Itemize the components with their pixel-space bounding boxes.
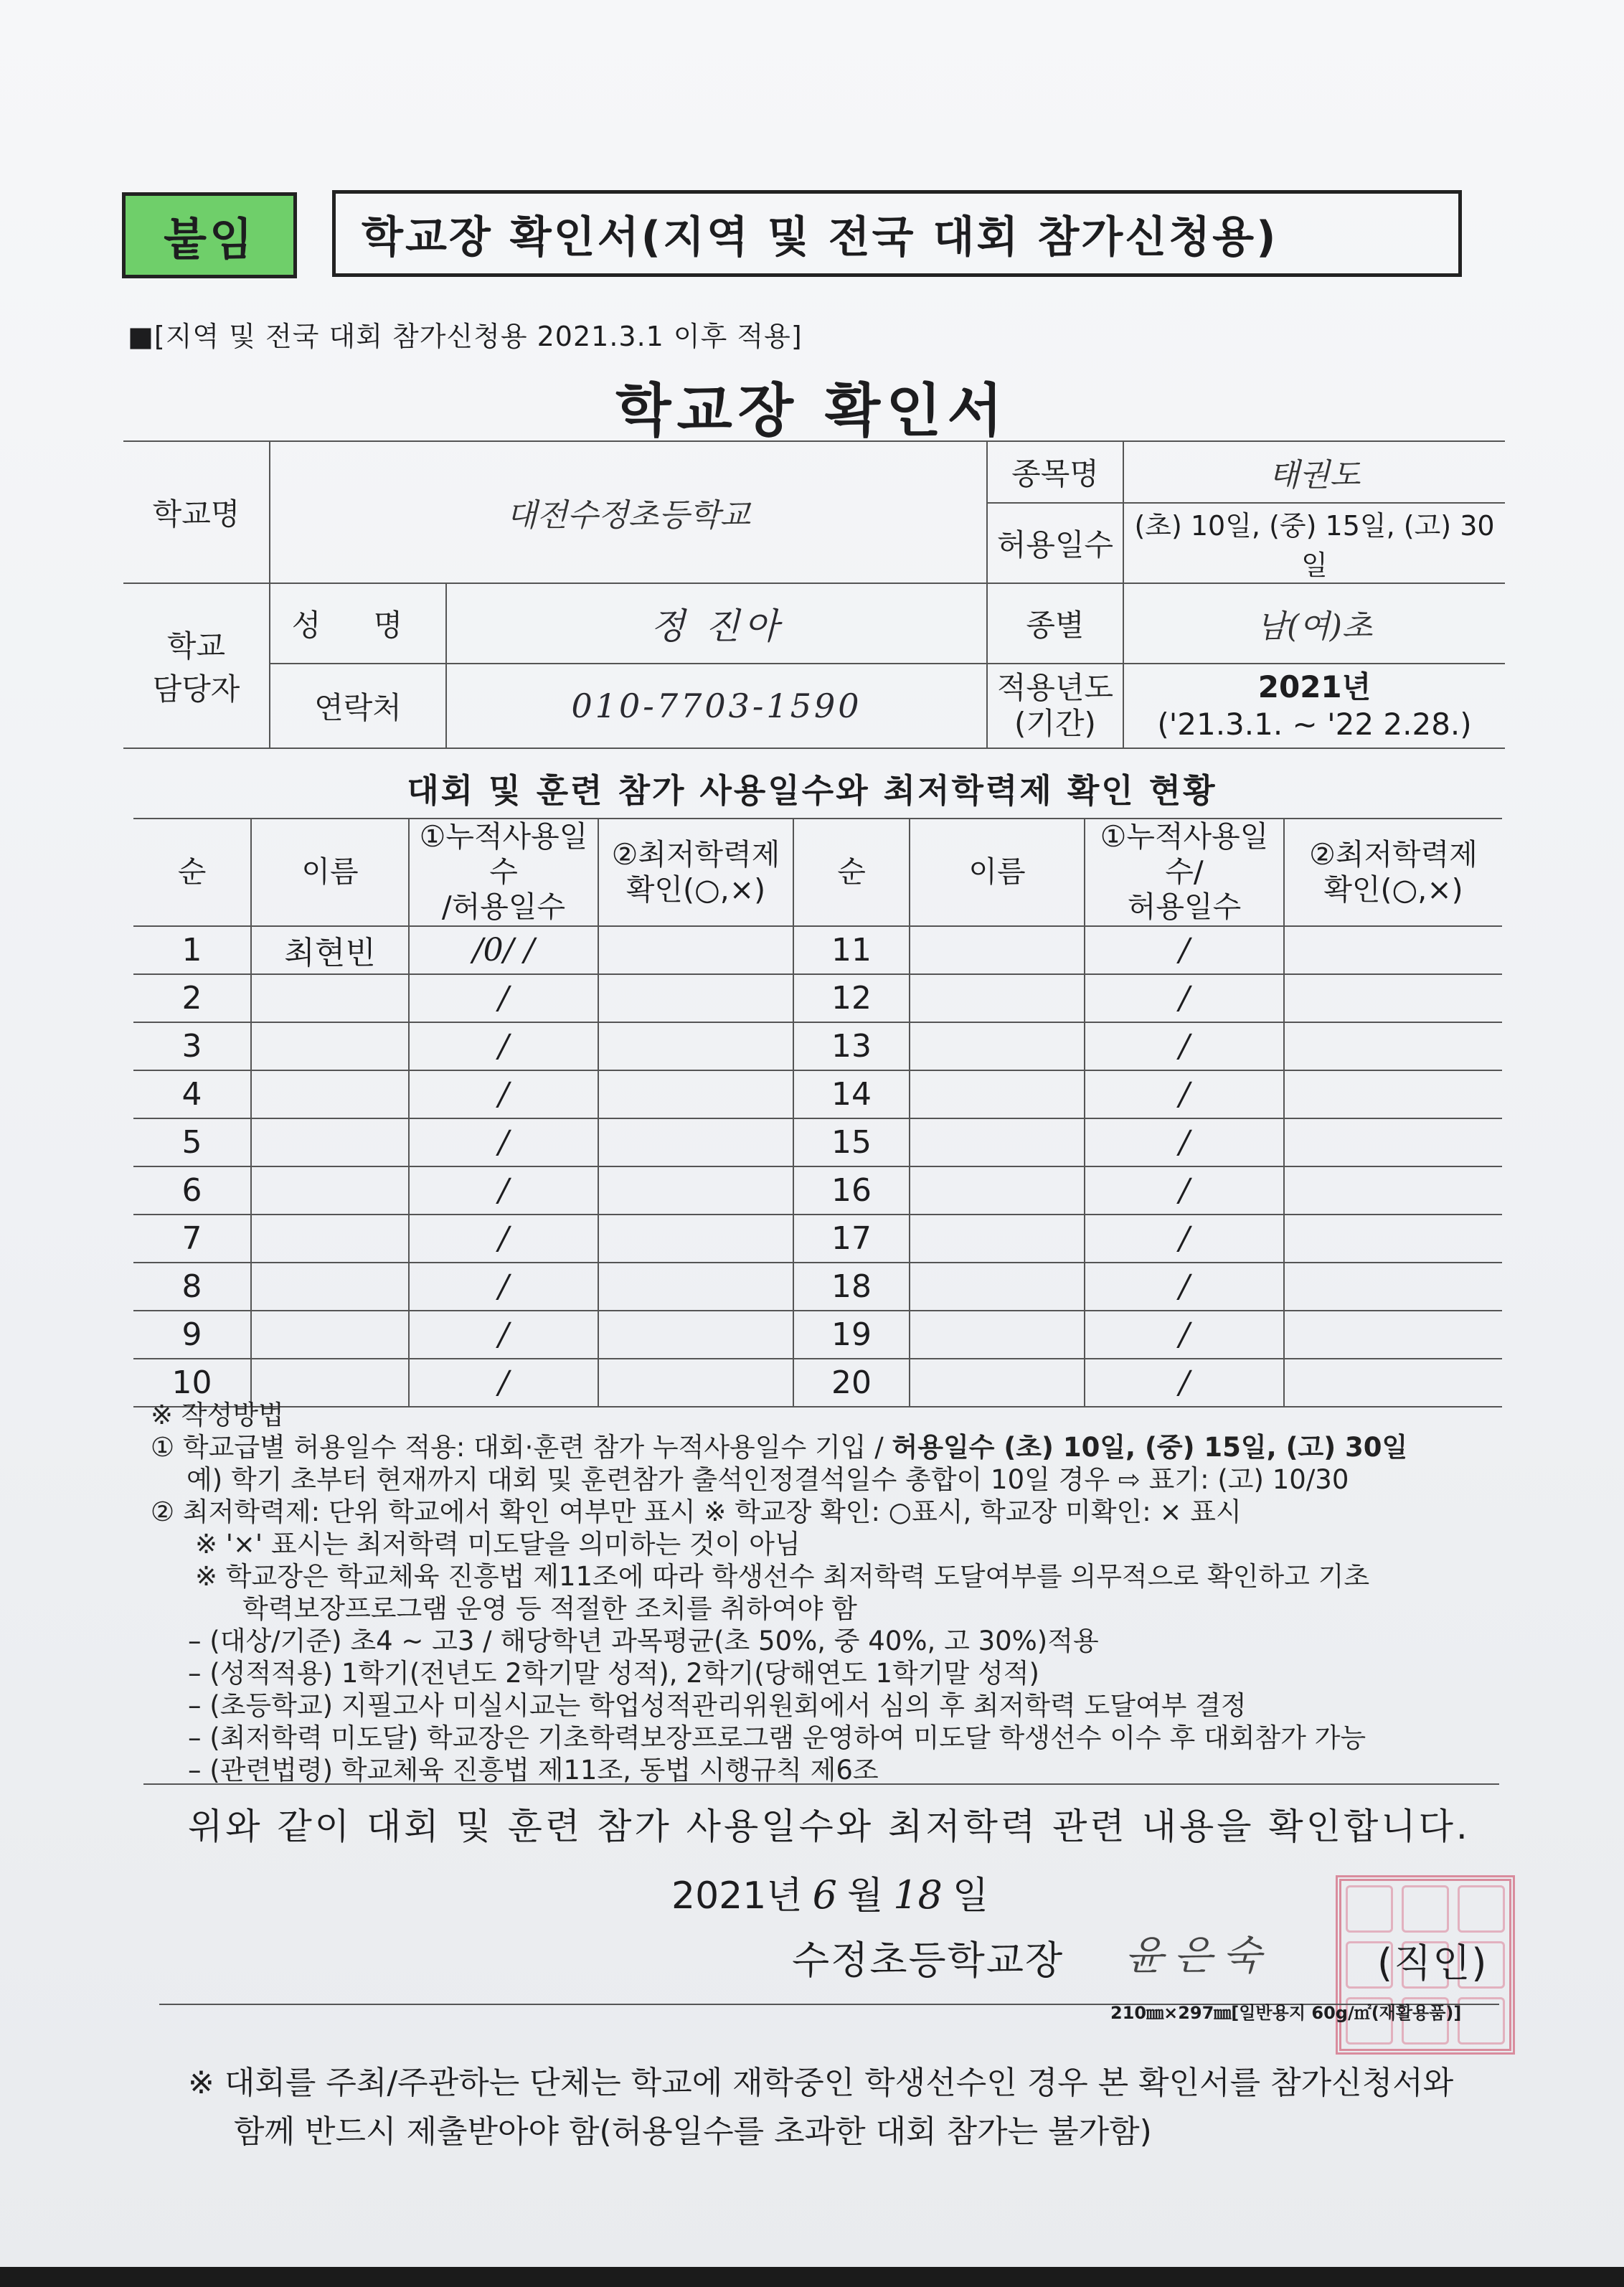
document-box-title: 학교장 확인서(지역 및 전국 대회 참가신청용) [332,190,1462,277]
allowed-days-label: 허용일수 [987,503,1123,583]
date-year: 2021년 [671,1875,803,1918]
attachment-badge: 붙임 [122,192,297,278]
col-days-header-right [1085,819,1284,926]
row-check [598,1263,793,1311]
row-days: / [1085,1118,1284,1166]
row-days: / [1085,1311,1284,1359]
date-month: 6 [812,1872,837,1918]
date-day-unit: 일 [952,1875,989,1918]
row-days: / [409,974,598,1022]
row-name [910,1215,1085,1263]
principal-signature: 윤은숙 [1125,1933,1272,1979]
instruction-line: – (성적적용) 1학기(전년도 2학기말 성적), 2학기(당해연도 1학기말 성적) [188,1658,1039,1689]
row-no: 7 [133,1215,251,1263]
sport-value: 태권도 [1123,441,1505,503]
row-days: / [409,1118,598,1166]
contact-value: 010-7703-1590 [446,664,987,748]
row-name [251,1070,409,1118]
row-no: 1 [133,926,251,974]
table-row [133,1118,1502,1166]
row-days: / [409,1022,598,1070]
row-name [910,1118,1085,1166]
seal-label: (직인) [1377,1941,1488,1986]
table-row [133,1022,1502,1070]
row-name [910,1022,1085,1070]
paper-spec: 210㎜×297㎜[일반용지 60g/㎡(재활용품)] [1110,2003,1462,2023]
row-name [910,1311,1085,1359]
records-subtitle: 대회 및 훈련 참가 사용일수와 최저학력제 확인 현황 [407,771,1217,810]
instruction-line [151,1431,1514,1463]
row-check [1284,1118,1502,1166]
instruction-line: – (관련법령) 학교체육 진흥법 제11조, 동법 시행규칙 제6조 [188,1755,879,1786]
instruction-line: – (최저학력 미도달) 학교장은 기초학력보장프로그램 운영하여 미도달 학생선수 이수 후 대회참가 가능 [188,1722,1366,1753]
row-no: 8 [133,1263,251,1311]
table-row [133,1311,1502,1359]
row-days: / [409,1166,598,1215]
applicable-year-value [1123,664,1505,748]
col-check-header-line1: ②최저학력제 [611,836,780,872]
table-row [133,1215,1502,1263]
instructions-heading: ※ 작성방법 [151,1400,284,1430]
row-no: 2 [133,974,251,1022]
instruction-text: ① 학교급별 허용일수 적용: 대회·훈련 참가 누적사용일수 기입 / [151,1432,892,1463]
row-days: / [409,1359,598,1407]
school-name-value: 대전수정초등학교 [270,441,987,583]
row-no: 17 [793,1215,910,1263]
table-row [133,1166,1502,1215]
instruction-text-bold: 허용일수 (초) 10일, (중) 15일, (고) 30일 [892,1432,1408,1463]
records-table [133,818,1502,1407]
photo-edge [0,2267,1624,2287]
row-name [251,1263,409,1311]
col-check-header-right-line2: 확인(○,×) [1323,872,1463,907]
row-days: / [409,1263,598,1311]
school-manager-label [123,583,270,748]
confirmation-statement: 위와 같이 대회 및 훈련 참가 사용일수와 최저학력 관련 내용을 확인합니다. [188,1806,1470,1847]
col-no-header: 순 [133,819,251,926]
row-check [1284,926,1502,974]
row-name [251,1215,409,1263]
instruction-line: – (대상/기준) 초4 ~ 고3 / 해당학년 과목평균(초 50%, 중 40%, 고 30%)적용 [188,1626,1099,1656]
table-row [133,1263,1502,1311]
row-no: 14 [793,1070,910,1118]
instruction-line: ② 최저학력제: 단위 학교에서 확인 여부만 표시 ※ 학교장 확인: ○표시, 학교장 미확인: × 표시 [151,1496,1242,1527]
col-days-header-line1: ①누적사용일수 [419,819,588,890]
row-name [910,1070,1085,1118]
row-name [251,1118,409,1166]
col-check-header-right-line1: ②최저학력제 [1309,836,1478,872]
footnote-line1: ※ 대회를 주최/주관하는 단체는 학교에 재학중인 학생선수인 경우 본 확인서를 참가신청서와 [188,2065,1454,2101]
row-days: / [1085,1359,1284,1407]
contact-label: 연락처 [270,664,446,748]
row-check [1284,974,1502,1022]
row-no: 4 [133,1070,251,1118]
row-check [598,1311,793,1359]
table-row [133,974,1502,1022]
row-no: 12 [793,974,910,1022]
instructions [151,1399,1514,1786]
date-month-unit: 월 [846,1875,884,1918]
row-no: 6 [133,1166,251,1215]
row-days: /0/ / [409,926,598,974]
col-no-header-right: 순 [793,819,910,926]
school-manager-label-line2: 담당자 [152,671,240,707]
row-days: / [1085,1070,1284,1118]
col-check-header-line2: 확인(○,×) [625,872,766,907]
col-name-header-right: 이름 [910,819,1085,926]
row-name [251,974,409,1022]
instruction-line: ※ '×' 표시는 최저학력 미도달을 의미하는 것이 아님 [195,1529,801,1560]
row-no: 5 [133,1118,251,1166]
row-name [910,926,1085,974]
applicability-notice: ■[지역 및 전국 대회 참가신청용 2021.3.1 이후 적용] [128,321,803,352]
col-days-header-line2: /허용일수 [441,890,566,925]
row-check [1284,1263,1502,1311]
col-check-header-right [1284,819,1502,926]
school-name-label: 학교명 [123,441,270,583]
row-check [1284,1166,1502,1215]
row-name [910,974,1085,1022]
row-check [598,926,793,974]
row-days: / [1085,926,1284,974]
row-check [598,1118,793,1166]
row-check [598,1166,793,1215]
row-check [598,1215,793,1263]
col-days-header-right-line1: ①누적사용일수/ [1100,819,1269,890]
col-days-header-right-line2: 허용일수 [1127,890,1242,925]
date-day: 18 [893,1872,943,1918]
footnote-line2: 함께 반드시 제출받아야 함(허용일수를 초과한 대회 참가는 불가함) [234,2113,1152,2150]
row-no: 13 [793,1022,910,1070]
col-check-header [598,819,793,926]
manager-name-label: 성 명 [270,583,446,664]
school-info-table [123,440,1505,749]
instruction-line: 예) 학기 초부터 현재까지 대회 및 훈련참가 출석인정결석일수 총합이 10일 경우 ⇨ 표기: (고) 10/30 [187,1464,1349,1495]
applicable-year-label-line1: 적용년도 [996,669,1114,705]
table-row [133,1070,1502,1118]
divider [143,1783,1499,1785]
gender-label: 종별 [987,583,1123,664]
row-name [251,1166,409,1215]
row-check [598,1022,793,1070]
applicable-year-label [987,664,1123,748]
row-name: 최현빈 [251,926,409,974]
row-days: / [1085,1022,1284,1070]
instruction-line: – (초등학교) 지필고사 미실시교는 학업성적관리위원회에서 심의 후 최저학력 도달여부 결정 [188,1690,1247,1721]
row-check [1284,1070,1502,1118]
row-days: / [1085,1263,1284,1311]
instruction-line: ※ 학교장은 학교체육 진흥법 제11조에 따라 학생선수 최저학력 도달여부를 의무적으로 확인하고 기초 [195,1561,1370,1592]
applicable-year-value-line2: ('21.3.1. ~ '22 2.28.) [1157,707,1472,742]
manager-name-value: 정 진아 [446,583,987,664]
principal-title: 수정초등학교장 [792,1938,1064,1983]
col-days-header [409,819,598,926]
sport-label: 종목명 [987,441,1123,503]
confirmation-date [671,1865,988,1919]
row-check [598,1070,793,1118]
row-check [598,974,793,1022]
row-name [910,1166,1085,1215]
page-title: 학교장 확인서 [615,377,1009,444]
allowed-days-value: (초) 10일, (중) 15일, (고) 30일 [1123,503,1505,583]
row-check [1284,1311,1502,1359]
row-check [1284,1215,1502,1263]
row-name [251,1311,409,1359]
applicable-year-label-line2: (기간) [1014,706,1096,741]
row-no: 16 [793,1166,910,1215]
table-row [133,926,1502,974]
row-no: 18 [793,1263,910,1311]
row-no: 15 [793,1118,910,1166]
row-no: 20 [793,1359,910,1407]
row-days: / [409,1311,598,1359]
applicable-year-value-line1: 2021년 [1257,669,1372,704]
records-table-body [133,926,1502,1407]
row-days: / [1085,974,1284,1022]
gender-value: 남(여)초 [1123,583,1505,664]
row-days: / [1085,1166,1284,1215]
footnote [188,2059,1453,2156]
school-manager-label-line1: 학교 [166,628,226,664]
col-name-header: 이름 [251,819,409,926]
instruction-line: 학력보장프로그램 운영 등 적절한 조치를 취하여야 함 [242,1593,857,1624]
row-no: 9 [133,1311,251,1359]
row-no: 3 [133,1022,251,1070]
row-no: 11 [793,926,910,974]
row-no: 10 [133,1359,251,1407]
row-check [1284,1022,1502,1070]
row-days: / [409,1215,598,1263]
row-days: / [1085,1215,1284,1263]
row-days: / [409,1070,598,1118]
row-no: 19 [793,1311,910,1359]
row-name [251,1022,409,1070]
row-name [910,1263,1085,1311]
